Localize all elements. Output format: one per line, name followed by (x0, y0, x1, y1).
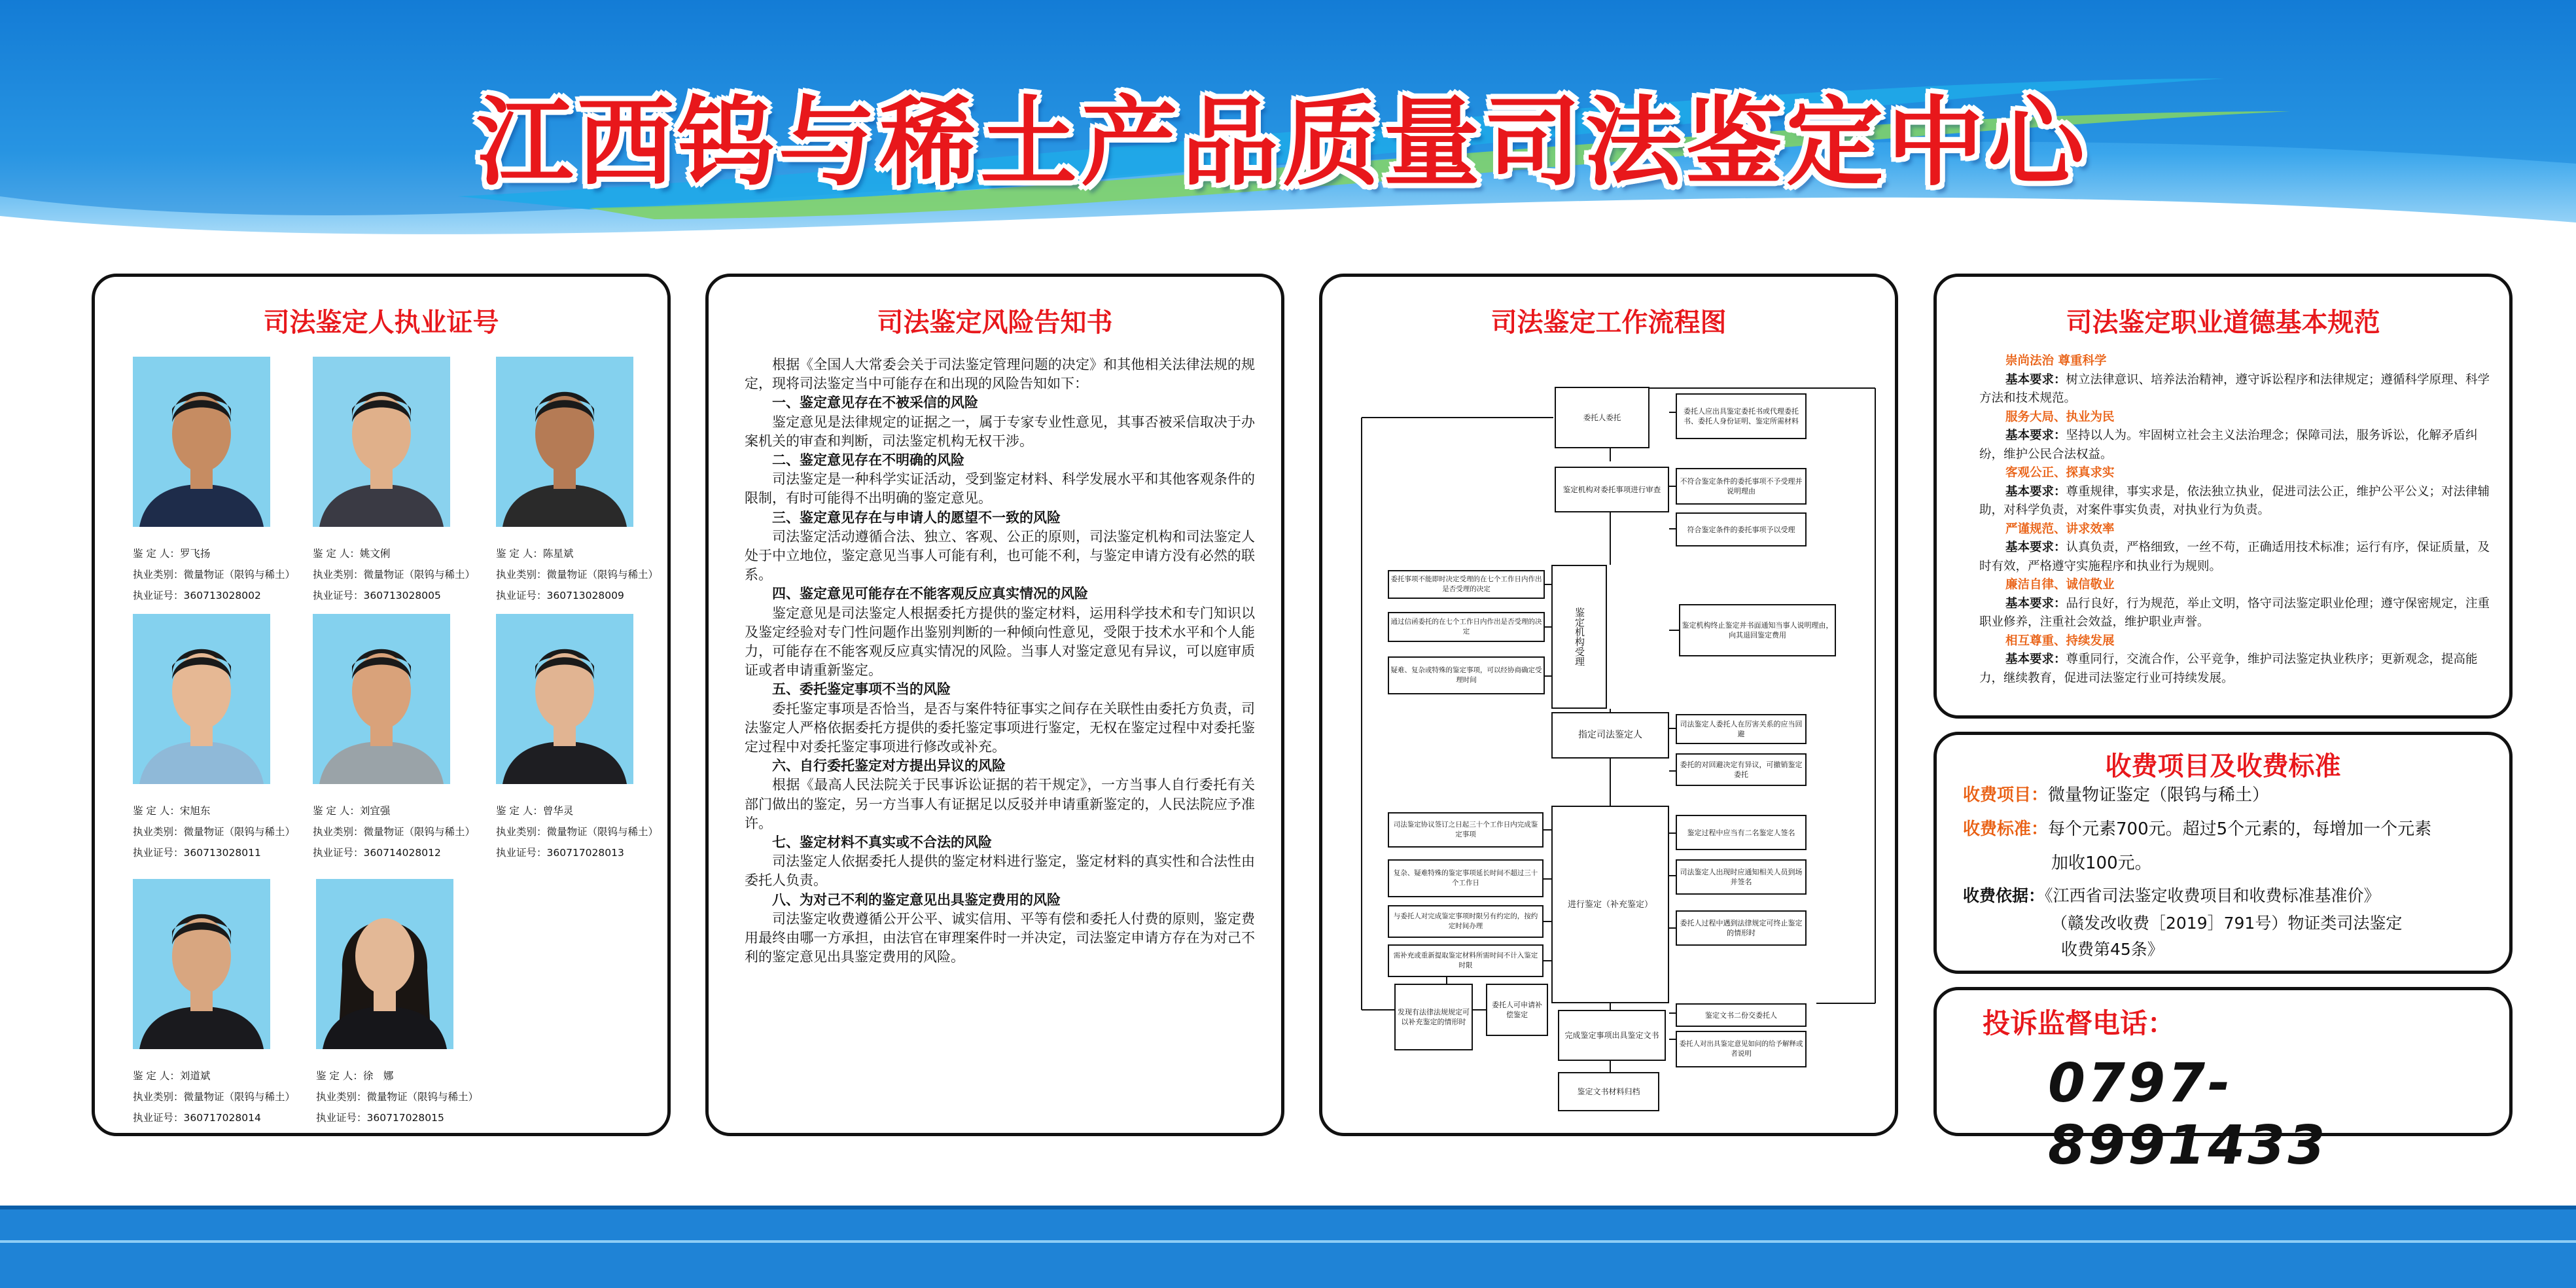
fee-standard (1963, 816, 2431, 842)
flow-avoid: 司法鉴定人委托人在厉害关系的应当回避 (1676, 714, 1807, 744)
fee-panel (1933, 732, 2513, 974)
risk-title: 司法鉴定风险告知书 (877, 308, 1113, 338)
expert-category: 执业类别：微量物证（限钨与稀土） (496, 569, 659, 581)
ethics-item-head: 崇尚法治 尊重科学 (2005, 354, 2107, 368)
risk-body: 委托鉴定事项是否恰当，是否与案件特征事实之间存在关联性由委托方负责，司法鉴定人严格依据委托方提供的委托鉴定事项进行鉴定，无权在鉴定过程中对委托鉴定过程中对委托鉴定事项进行修改或补充。 (745, 700, 1255, 755)
flow-deliver: 鉴定文书二份交委托人 (1676, 1003, 1807, 1027)
expert-photo (133, 614, 270, 784)
risk-body: 司法鉴定人依据委托人提供的鉴定材料进行鉴定，鉴定材料的真实性和合法性由委托人负责。 (745, 853, 1255, 889)
ethics-item-body: 基本要求：品行良好，行为规范，举止文明，恪守司法鉴定职业伦理；遵守保密规定，注重职业修养，注重社会效益，维护职业声誉。 (1979, 596, 2490, 629)
complaint-panel (1933, 987, 2513, 1177)
expert-card (133, 879, 309, 1141)
fee-standard-value-2: 加收100元。 (2051, 853, 2152, 873)
ethics-item-head: 严谨规范、讲求效率 (2005, 522, 2115, 536)
ethics-item-body: 基本要求：尊重同行，交流合作，公平竞争，维护司法鉴定执业秩序；更新观念，提高能力，继续教育，促进司法鉴定行业可持续发展。 (1979, 653, 2478, 685)
fee-standard-label: 收费标准： (1963, 819, 2049, 839)
flow-panel (1319, 274, 1898, 1136)
page-title: 江西钨与稀土产品质量司法鉴定中心 (476, 86, 2089, 199)
fee-basis (1963, 883, 2380, 909)
expert-license: 执业证号：360713028009 (496, 590, 624, 601)
flow-issue: 完成鉴定事项出具鉴定文书 (1558, 1010, 1666, 1061)
flow-accepted: 鉴定机构受理 (1551, 565, 1607, 709)
fee-basis-value-3: 收费第45条》 (2061, 940, 2164, 959)
fee-project (1963, 782, 2269, 808)
expert-name: 鉴 定 人：宋旭东 (133, 805, 211, 817)
fee-basis-label: 收费依据： (1963, 886, 2045, 905)
flow-legal-redo: 发现有法律法规规定可以补充鉴定的情形时 (1394, 984, 1473, 1050)
expert-category: 执业类别：微量物证（限钨与稀土） (313, 569, 476, 581)
fee-basis-cont1 (2051, 910, 2402, 937)
fee-standard-cont (2051, 850, 2152, 876)
risk-intro: 根据《全国人大常委会关于司法鉴定管理问题的决定》和其他相关法律法规的规定，现将司法鉴定当中可能存在和出现的风险告知如下： (745, 357, 1255, 392)
risk-heading: 五、委托鉴定事项不当的风险 (772, 681, 951, 698)
risk-body: 鉴定意见是司法鉴定人根据委托方提供的鉴定材料，运用科学技术和专门知识以及鉴定经验对专门性问题作出鉴别判断的一种倾向性意见，受限于技术水平和个人能力，可能存在不能客观反应真实情况的风险。当事人对鉴定意见有异议，可以庭审质证或者申请重新鉴定。 (745, 605, 1255, 679)
expert-category: 执业类别：微量物证（限钨与稀土） (133, 569, 296, 581)
flow-agreed-time: 与委托人对完成鉴定事项时限另有约定的，按约定时间办理 (1388, 905, 1544, 938)
fee-basis-value-1: 《江西省司法鉴定收费项目和收费标准基准价》 (2045, 886, 2380, 905)
flow-assign: 指定司法鉴定人 (1551, 712, 1669, 759)
expert-license: 执业证号：360713028011 (133, 847, 261, 859)
expert-category: 执业类别：微量物证（限钨与稀土） (133, 826, 296, 838)
expert-card (133, 357, 309, 618)
ethics-item-body: 基本要求：树立法律意识、培养法治精神，遵守诉讼程序和法律规定；遵循科学原理、科学方法和技术规范。 (1979, 372, 2490, 405)
flow-objection: 委托的对回避决定有异议，可撤销鉴定委托 (1676, 753, 1807, 786)
flow-two-sign: 鉴定过程中应当有二名鉴定人签名 (1676, 815, 1807, 850)
expert-license: 执业证号：360717028015 (316, 1112, 444, 1124)
expert-name: 鉴 定 人：陈星斌 (496, 548, 574, 560)
expert-card (313, 614, 489, 876)
flow-decide7: 委托事项不能即时决定受理的在七个工作日内作出是否受理的决定 (1388, 570, 1545, 599)
fee-basis-cont2 (2061, 937, 2164, 963)
expert-category: 执业类别：微量物证（限钨与稀土） (133, 1091, 296, 1103)
risk-body: 鉴定意见是法律规定的证据之一，属于专家专业性意见，其事否被采信取决于办案机关的审查和判断，司法鉴定机构无权干涉。 (745, 414, 1255, 449)
flow-mail7: 通过信函委托的在七个工作日内作出是否受理的决定 (1388, 612, 1545, 642)
expert-card (313, 357, 489, 618)
ethics-item-head: 客观公正、探真求实 (2005, 466, 2115, 480)
risk-heading: 三、鉴定意见存在与申请人的愿望不一致的风险 (772, 509, 1061, 526)
flow-perform: 进行鉴定（补充鉴定） (1551, 806, 1669, 1003)
expert-card (133, 614, 309, 876)
expert-name: 鉴 定 人：曾华灵 (496, 805, 574, 817)
flow-entrust-note: 委托人应出具鉴定委托书或代理委托书、委托人身份证明、鉴定所需材料 (1676, 393, 1807, 439)
expert-category: 执业类别：微量物证（限钨与稀土） (496, 826, 659, 838)
flow-re-apply: 委托人可申请补偿鉴定 (1486, 984, 1548, 1036)
ethics-item-body: 基本要求：认真负责，严格细致，一丝不苟，正确适用技术标准；运行有序，保证质量，及时有效，严格遵守实施程序和执业行为规则。 (1979, 541, 2490, 573)
flow-accept: 符合鉴定条件的委托事项予以受理 (1676, 512, 1807, 546)
expert-name: 鉴 定 人：姚文俐 (313, 548, 391, 560)
ethics-item-head: 服务大局、执业为民 (2005, 410, 2115, 424)
fee-project-value: 微量物证鉴定（限钨与稀土） (2048, 785, 2270, 805)
expert-card (316, 879, 493, 1141)
risk-notice-text (745, 355, 1255, 967)
expert-name: 鉴 定 人：徐 娜 (316, 1070, 394, 1082)
risk-heading: 八、为对己不利的鉴定意见出具鉴定费用的风险 (772, 891, 1061, 908)
expert-photo (133, 879, 270, 1049)
expert-photo (496, 357, 633, 527)
ethics-item-head: 廉洁自律、诚信敬业 (2005, 578, 2115, 592)
expert-card (496, 614, 673, 876)
flow-explain: 委托人对出具鉴定意见如问的给予解释或者说明 (1676, 1031, 1807, 1067)
flow-title: 司法鉴定工作流程图 (1491, 308, 1727, 338)
experts-panel (92, 274, 671, 1136)
risk-heading: 二、鉴定意见存在不明确的风险 (772, 452, 964, 469)
ethics-list (1979, 352, 2496, 688)
flow-reject-reason: 不符合鉴定条件的委托事项不予受理并说明理由 (1676, 468, 1807, 505)
expert-license: 执业证号：360717028013 (496, 847, 624, 859)
expert-card (496, 357, 673, 618)
expert-photo (313, 357, 450, 527)
fee-title: 收费项目及收费标准 (2105, 751, 2341, 781)
risk-body: 司法鉴定是一种科学实证活动，受到鉴定材料、科学发展水平和其他客观条件的限制，有时可能得不出明确的鉴定意见。 (745, 471, 1255, 507)
complaint-phone[interactable]: 0797-8991433 (2048, 1052, 2328, 1177)
risk-heading: 六、自行委托鉴定对方提出异议的风险 (772, 758, 1006, 774)
expert-name: 鉴 定 人：刘道斌 (133, 1070, 211, 1082)
flow-complex: 疑难、复杂或特殊的鉴定事项，可以经协商确定受理时间 (1388, 656, 1545, 694)
ethics-item-head: 相互尊重、持续发展 (2005, 634, 2115, 648)
flow-entrust: 委托人委托 (1555, 387, 1650, 448)
flow-archive: 鉴定文书材料归档 (1558, 1072, 1659, 1111)
expert-license: 执业证号：360713028005 (313, 590, 441, 601)
expert-photo (313, 614, 450, 784)
expert-photo (496, 614, 633, 784)
risk-heading: 四、鉴定意见可能存在不能客观反应真实情况的风险 (772, 586, 1088, 602)
risk-body: 司法鉴定活动遵循合法、独立、客观、公正的原则，司法鉴定机构和司法鉴定人处于中立地位，鉴定意见当事人可能有利，也可能不利，与鉴定申请方没有必然的联系。 (745, 528, 1255, 583)
flow-review: 鉴定机构对委托事项进行审查 (1555, 467, 1669, 512)
ethics-item-body: 基本要求：尊重规律，事实求是，依法独立执业，促进司法公正，维护公平公义；对法律辅助，对科学负责，对案件事实负责，对执业行为负责。 (1979, 484, 2490, 517)
fee-standard-value-1: 每个元素700元。超过5个元素的，每增加一个元素 (2048, 819, 2432, 839)
expert-name: 鉴 定 人：刘宜强 (313, 805, 391, 817)
risk-heading: 七、鉴定材料不真实或不合法的风险 (772, 834, 992, 851)
flow-exam-sign: 司法鉴定人出现时应通知相关人员到场并签名 (1676, 859, 1807, 895)
expert-photo (133, 357, 270, 527)
expert-license: 执业证号：360714028012 (313, 847, 441, 859)
flow-supplement: 需补充或重新提取鉴定材料所需时间不计入鉴定时限 (1388, 944, 1544, 977)
flow-terminate: 鉴定机构终止鉴定并书面通知当事人说明理由，向其退回鉴定费用 (1679, 604, 1836, 656)
risk-panel (705, 274, 1284, 1136)
expert-license: 执业证号：360713028002 (133, 590, 261, 601)
expert-category: 执业类别：微量物证（限钨与稀土） (313, 826, 476, 838)
ethics-item-body: 基本要求：坚持以人为。牢固树立社会主义法治理念；保障司法，服务诉讼，化解矛盾纠纷，维护公民合法权益。 (1979, 429, 2478, 461)
flow-complete30: 司法鉴定协议签订之日起三十个工作日内完成鉴定事项 (1388, 812, 1544, 848)
complaint-label: 投诉监督电话： (1983, 1007, 2176, 1039)
expert-photo (316, 879, 453, 1049)
fee-project-label: 收费项目： (1963, 785, 2049, 805)
risk-body: 司法鉴定收费遵循公开公平、诚实信用、平等有偿和委托人付费的原则，鉴定费用最终由哪一方承担，由法官在审理案件时一并决定，司法鉴定申请方存在为对己不利的鉴定意见出具鉴定费用的风险。 (745, 910, 1255, 965)
expert-license: 执业证号：360717028014 (133, 1112, 261, 1124)
risk-body: 根据《最高人民法院关于民事诉讼证据的若干规定》，一方当事人自行委托有关部门做出的鉴定，另一方当事人有证据足以反驳并申请重新鉴定的，人民法院应予准许。 (745, 777, 1255, 831)
ethics-title: 司法鉴定职业道德基本规范 (2066, 308, 2380, 338)
experts-title: 司法鉴定人执业证号 (263, 308, 499, 338)
flow-extend30: 复杂、疑难特殊的鉴定事项延长时间不超过三十个工作日 (1388, 859, 1544, 897)
ethics-panel (1933, 274, 2513, 719)
fee-basis-value-2: （赣发改收费［2019］791号）物证类司法鉴定 (2051, 914, 2403, 933)
risk-heading: 一、鉴定意见存在不被采信的风险 (772, 395, 978, 411)
flow-withdraw: 委托人过程中遇到法律规定可终止鉴定的情形时 (1676, 910, 1807, 946)
expert-name: 鉴 定 人：罗飞扬 (133, 548, 211, 560)
expert-category: 执业类别：微量物证（限钨与稀土） (316, 1091, 479, 1103)
